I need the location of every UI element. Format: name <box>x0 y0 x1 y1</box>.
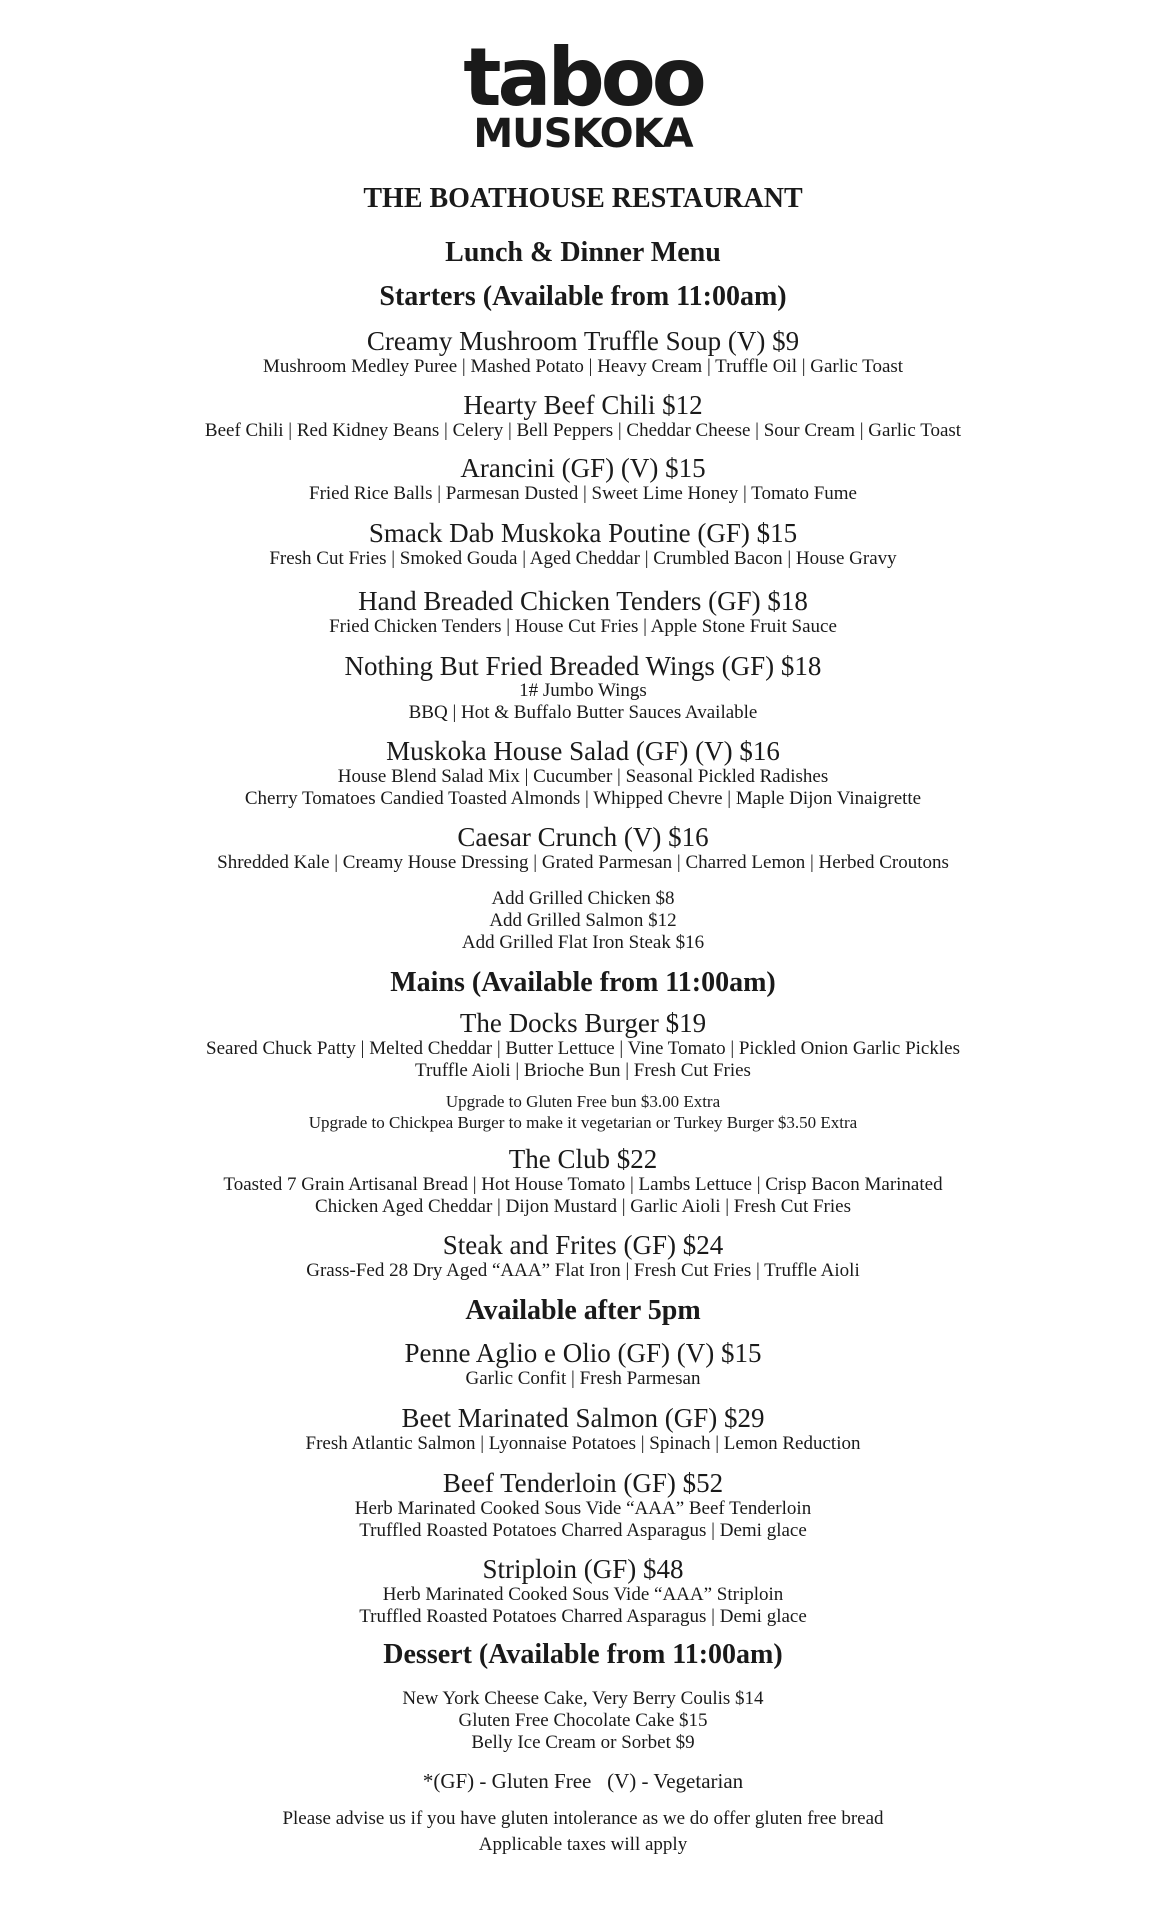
menu-item <box>0 1468 1166 1542</box>
menu-item <box>0 453 1166 505</box>
taboo-muskoka-logo <box>0 0 1166 172</box>
menu-item <box>0 1338 1166 1390</box>
restaurant-name: THE BOATHOUSE RESTAURANT <box>363 183 803 214</box>
item-description: Cherry Tomatoes Candied Toasted Almonds | Whipped Chevre | Maple Dijon Vinaigrette <box>244 788 922 809</box>
item-description: Herb Marinated Cooked Sous Vide “AAA” Striploin <box>382 1584 784 1605</box>
menu-item <box>0 390 1166 442</box>
menu-title: Lunch & Dinner Menu <box>445 237 721 268</box>
item-name: Beet Marinated Salmon (GF) $29 <box>401 1403 765 1433</box>
item-name: Penne Aglio e Olio (GF) (V) $15 <box>404 1338 762 1368</box>
menu-item <box>0 652 1166 724</box>
item-name: Beef Tenderloin (GF) $52 <box>442 1468 724 1498</box>
item-description: Toasted 7 Grain Artisanal Bread | Hot House Tomato | Lambs Lettuce | Crisp Bacon Marinated <box>223 1174 943 1195</box>
menu-item <box>0 1008 1166 1133</box>
item-name: Nothing But Fried Breaded Wings (GF) $18 <box>344 651 822 681</box>
item-description: Chicken Aged Cheddar | Dijon Mustard | Garlic Aioli | Fresh Cut Fries <box>315 1196 851 1217</box>
item-description: Fried Chicken Tenders | House Cut Fries | Apple Stone Fruit Sauce <box>329 616 837 637</box>
dessert-heading: Dessert (Available from 11:00am) <box>383 1639 783 1670</box>
item-name: The Club $22 <box>508 1144 658 1174</box>
item-name: Steak and Frites (GF) $24 <box>442 1230 724 1260</box>
menu-item <box>0 736 1166 810</box>
addon-item: Add Grilled Salmon $12 <box>489 910 677 931</box>
dessert-item: Gluten Free Chocolate Cake $15 <box>458 1710 708 1731</box>
dessert-item: Belly Ice Cream or Sorbet $9 <box>471 1732 695 1753</box>
upgrade-note: Upgrade to Gluten Free bun $3.00 Extra <box>445 1092 721 1111</box>
mains-heading: Mains (Available from 11:00am) <box>390 967 776 998</box>
item-description: Seared Chuck Patty | Melted Cheddar | Butter Lettuce | Vine Tomato | Pickled Onion Garlic Pickles <box>206 1038 960 1059</box>
tax-note: Applicable taxes will apply <box>478 1834 688 1855</box>
menu-item <box>0 586 1166 638</box>
item-name: Hand Breaded Chicken Tenders (GF) $18 <box>358 586 808 616</box>
addons-list <box>0 888 1166 954</box>
addon-item: Add Grilled Flat Iron Steak $16 <box>461 932 705 953</box>
logo-wordmark: taboo <box>463 31 703 124</box>
item-description: Truffled Roasted Potatoes Charred Asparagus | Demi glace <box>359 1606 807 1627</box>
item-name: Striploin (GF) $48 <box>482 1554 684 1584</box>
menu-item <box>0 822 1166 874</box>
item-description: House Blend Salad Mix | Cucumber | Seasonal Pickled Radishes <box>337 766 829 787</box>
item-description: Fried Rice Balls | Parmesan Dusted | Sweet Lime Honey | Tomato Fume <box>309 483 857 504</box>
item-description: Shredded Kale | Creamy House Dressing | Grated Parmesan | Charred Lemon | Herbed Croutons <box>217 852 949 873</box>
menu-item <box>0 1554 1166 1628</box>
item-description: Fresh Cut Fries | Smoked Gouda | Aged Cheddar | Crumbled Bacon | House Gravy <box>269 548 897 569</box>
menu-item <box>0 518 1166 570</box>
item-description: 1# Jumbo Wings <box>519 680 647 701</box>
item-name: Caesar Crunch (V) $16 <box>457 822 709 852</box>
addon-item: Add Grilled Chicken $8 <box>491 888 675 909</box>
item-description: Grass-Fed 28 Dry Aged “AAA” Flat Iron | Fresh Cut Fries | Truffle Aioli <box>306 1260 860 1281</box>
item-name: Arancini (GF) (V) $15 <box>460 453 706 483</box>
item-name: The Docks Burger $19 <box>459 1008 707 1038</box>
menu-item <box>0 1144 1166 1218</box>
item-description: Beef Chili | Red Kidney Beans | Celery | Bell Peppers | Cheddar Cheese | Sour Cream | Garlic Toast <box>204 420 962 441</box>
item-description: Truffled Roasted Potatoes Charred Asparagus | Demi glace <box>359 1520 807 1541</box>
item-description: Mushroom Medley Puree | Mashed Potato | Heavy Cream | Truffle Oil | Garlic Toast <box>262 356 904 377</box>
menu-item <box>0 1230 1166 1282</box>
item-name: Smack Dab Muskoka Poutine (GF) $15 <box>368 518 798 548</box>
dessert-list <box>0 1688 1166 1754</box>
item-description: Herb Marinated Cooked Sous Vide “AAA” Beef Tenderloin <box>354 1498 812 1519</box>
item-name: Creamy Mushroom Truffle Soup (V) $9 <box>366 326 800 356</box>
item-name: Muskoka House Salad (GF) (V) $16 <box>386 736 780 766</box>
evening-heading: Available after 5pm <box>465 1295 701 1326</box>
item-description: Truffle Aioli | Brioche Bun | Fresh Cut Fries <box>415 1060 751 1081</box>
dietary-legend: *(GF) - Gluten Free (V) - Vegetarian <box>422 1769 744 1793</box>
item-description: BBQ | Hot & Buffalo Butter Sauces Available <box>408 702 758 723</box>
menu-item <box>0 326 1166 378</box>
gluten-note: Please advise us if you have gluten intolerance as we do offer gluten free bread <box>282 1808 884 1829</box>
logo-subtitle: MUSKOKA <box>473 111 693 157</box>
footer-notes <box>0 1806 1166 1858</box>
item-name: Hearty Beef Chili $12 <box>463 390 703 420</box>
item-description: Fresh Atlantic Salmon | Lyonnaise Potatoes | Spinach | Lemon Reduction <box>305 1433 861 1454</box>
menu-item <box>0 1403 1166 1455</box>
upgrade-note: Upgrade to Chickpea Burger to make it vegetarian or Turkey Burger $3.50 Extra <box>308 1113 858 1132</box>
starters-heading: Starters (Available from 11:00am) <box>379 281 787 312</box>
item-description: Garlic Confit | Fresh Parmesan <box>465 1368 701 1389</box>
dessert-item: New York Cheese Cake, Very Berry Coulis $14 <box>402 1688 764 1709</box>
